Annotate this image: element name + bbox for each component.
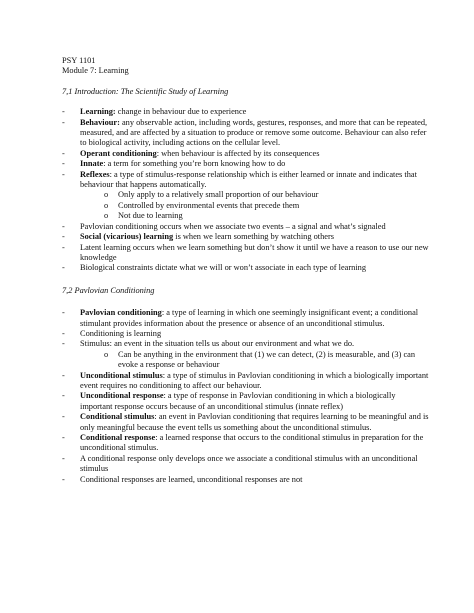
definition: any observable action, including words, gestures, responses, and more that can be repeated, measured, and are affected by a situation to produce or remove some outcome. Behaviour can also refer to biological activity, including actions on the cellular level.: [80, 117, 428, 148]
reflex-sublist: [80, 190, 430, 221]
definition: : a term for something you’re born knowing how to do: [103, 159, 286, 169]
list-item: [62, 107, 430, 117]
definition: : a type of stimulus-response relationship which is either learned or innate and indicates that behaviour that happens automatically.: [80, 169, 417, 190]
sub-list-item: o Only apply to a relatively small proportion of our behaviour: [104, 190, 319, 200]
list-item: [62, 222, 430, 232]
module-title: Module 7: Learning: [62, 66, 129, 76]
definition: Conditional responses are learned, unconditional responses are not: [80, 474, 303, 484]
sub-list-item: o Controlled by environmental events that precede them: [104, 200, 300, 210]
definition: : a type of response in Pavlovian conditioning in which a biologically important response occurs because of an unconditional stimulus (innate reflex): [80, 391, 396, 411]
definition: : a type of stimulus in Pavlovian conditioning in which a biologically important event requires no conditioning to affect our behaviour.: [80, 370, 429, 390]
term: Reflexes: [80, 169, 110, 179]
dash-bullet: -: [62, 117, 65, 127]
list-item: [62, 159, 430, 169]
definition: : a type of learning in which one seemingly insignificant event; a conditional stimulant provides information about the presence or absence of an unconditional stimulus.: [80, 308, 419, 328]
dash-bullet: -: [62, 263, 65, 273]
dash-bullet: -: [62, 339, 65, 349]
definition: : when behaviour is affected by its consequences: [156, 148, 320, 158]
list-item: [62, 232, 430, 242]
dash-bullet: -: [62, 453, 65, 463]
term: Conditional stimulus: [80, 412, 155, 422]
circle-bullet: o: [104, 349, 109, 359]
section-title: 7,2 Pavlovian Conditioning: [62, 285, 155, 295]
list-item: [62, 475, 430, 485]
dash-bullet: -: [62, 474, 65, 484]
list-item: [62, 391, 430, 412]
dash-bullet: -: [62, 433, 65, 442]
definition: Latent learning occurs when we learn something but don’t show it until we have a reason to use our new knowledge: [80, 242, 429, 262]
list-item: [62, 243, 430, 264]
definition: is when we learn something by watching others: [173, 232, 334, 242]
term: Behaviour:: [80, 117, 120, 127]
list-item: [62, 371, 430, 392]
list-item: [62, 339, 430, 370]
section1-list: [62, 107, 430, 274]
term: Social (vicarious) learning: [80, 232, 174, 242]
list-item: [62, 454, 430, 475]
list-item: [62, 412, 430, 433]
dash-bullet: -: [62, 391, 65, 401]
dash-bullet: -: [62, 328, 65, 338]
list-item: [62, 263, 430, 273]
dash-bullet: -: [62, 232, 65, 242]
term: Conditional response: [80, 433, 156, 442]
circle-bullet: o: [104, 211, 109, 221]
sub-list-item: o Can be anything in the environment that (1) we can detect, (2) is measurable, and (3) can evoke a response or behaviour: [104, 349, 416, 370]
list-item: [62, 308, 430, 329]
section2-list: [62, 308, 430, 485]
dash-bullet: -: [62, 242, 65, 252]
definition: A conditional response only develops once we associate a conditional stimulus with an unconditional stimulus: [80, 453, 418, 474]
dash-bullet: -: [62, 148, 65, 158]
list-item: [62, 329, 430, 339]
dash-bullet: -: [62, 370, 65, 380]
course-code: PSY 1101: [62, 56, 96, 65]
definition: : an event in Pavlovian conditioning that requires learning to be meaningful and is only meaningful because the event tells us something about the unconditional stimulus.: [80, 412, 429, 432]
term: Pavlovian conditioning: [80, 308, 162, 318]
definition: change in behaviour due to experience: [115, 107, 247, 117]
list-item: [62, 149, 430, 159]
list-item: [62, 433, 430, 454]
term: Unconditional response: [80, 391, 164, 401]
circle-bullet: o: [104, 200, 109, 210]
list-item: [62, 170, 430, 222]
sub-list-item: o Not due to learning: [104, 211, 183, 221]
definition: : a learned response that occurs to the conditional stimulus in preparation for the unconditional stimulus.: [80, 433, 424, 453]
dash-bullet: -: [62, 221, 65, 231]
stimulus-sublist: [80, 350, 430, 371]
dash-bullet: -: [62, 159, 65, 169]
definition: Stimulus: an event in the situation tells us about our environment and what we do.: [80, 339, 355, 349]
definition: Conditioning is learning: [80, 328, 162, 338]
definition: Pavlovian conditioning occurs when we associate two events – a signal and what’s signaled: [80, 221, 386, 231]
term: Learning:: [80, 107, 116, 117]
dash-bullet: -: [62, 412, 65, 422]
circle-bullet: o: [104, 190, 109, 200]
section-title: 7,1 Introduction: The Scientific Study of Learning: [62, 86, 229, 96]
list-item: [62, 118, 430, 149]
term: Unconditional stimulus: [80, 370, 163, 380]
dash-bullet: -: [62, 169, 65, 179]
term: Innate: [80, 159, 104, 169]
term: Operant conditioning: [80, 148, 157, 158]
dash-bullet: -: [62, 308, 65, 318]
dash-bullet: -: [62, 107, 65, 117]
definition: Biological constraints dictate what we will or won’t associate in each type of learning: [80, 263, 366, 273]
